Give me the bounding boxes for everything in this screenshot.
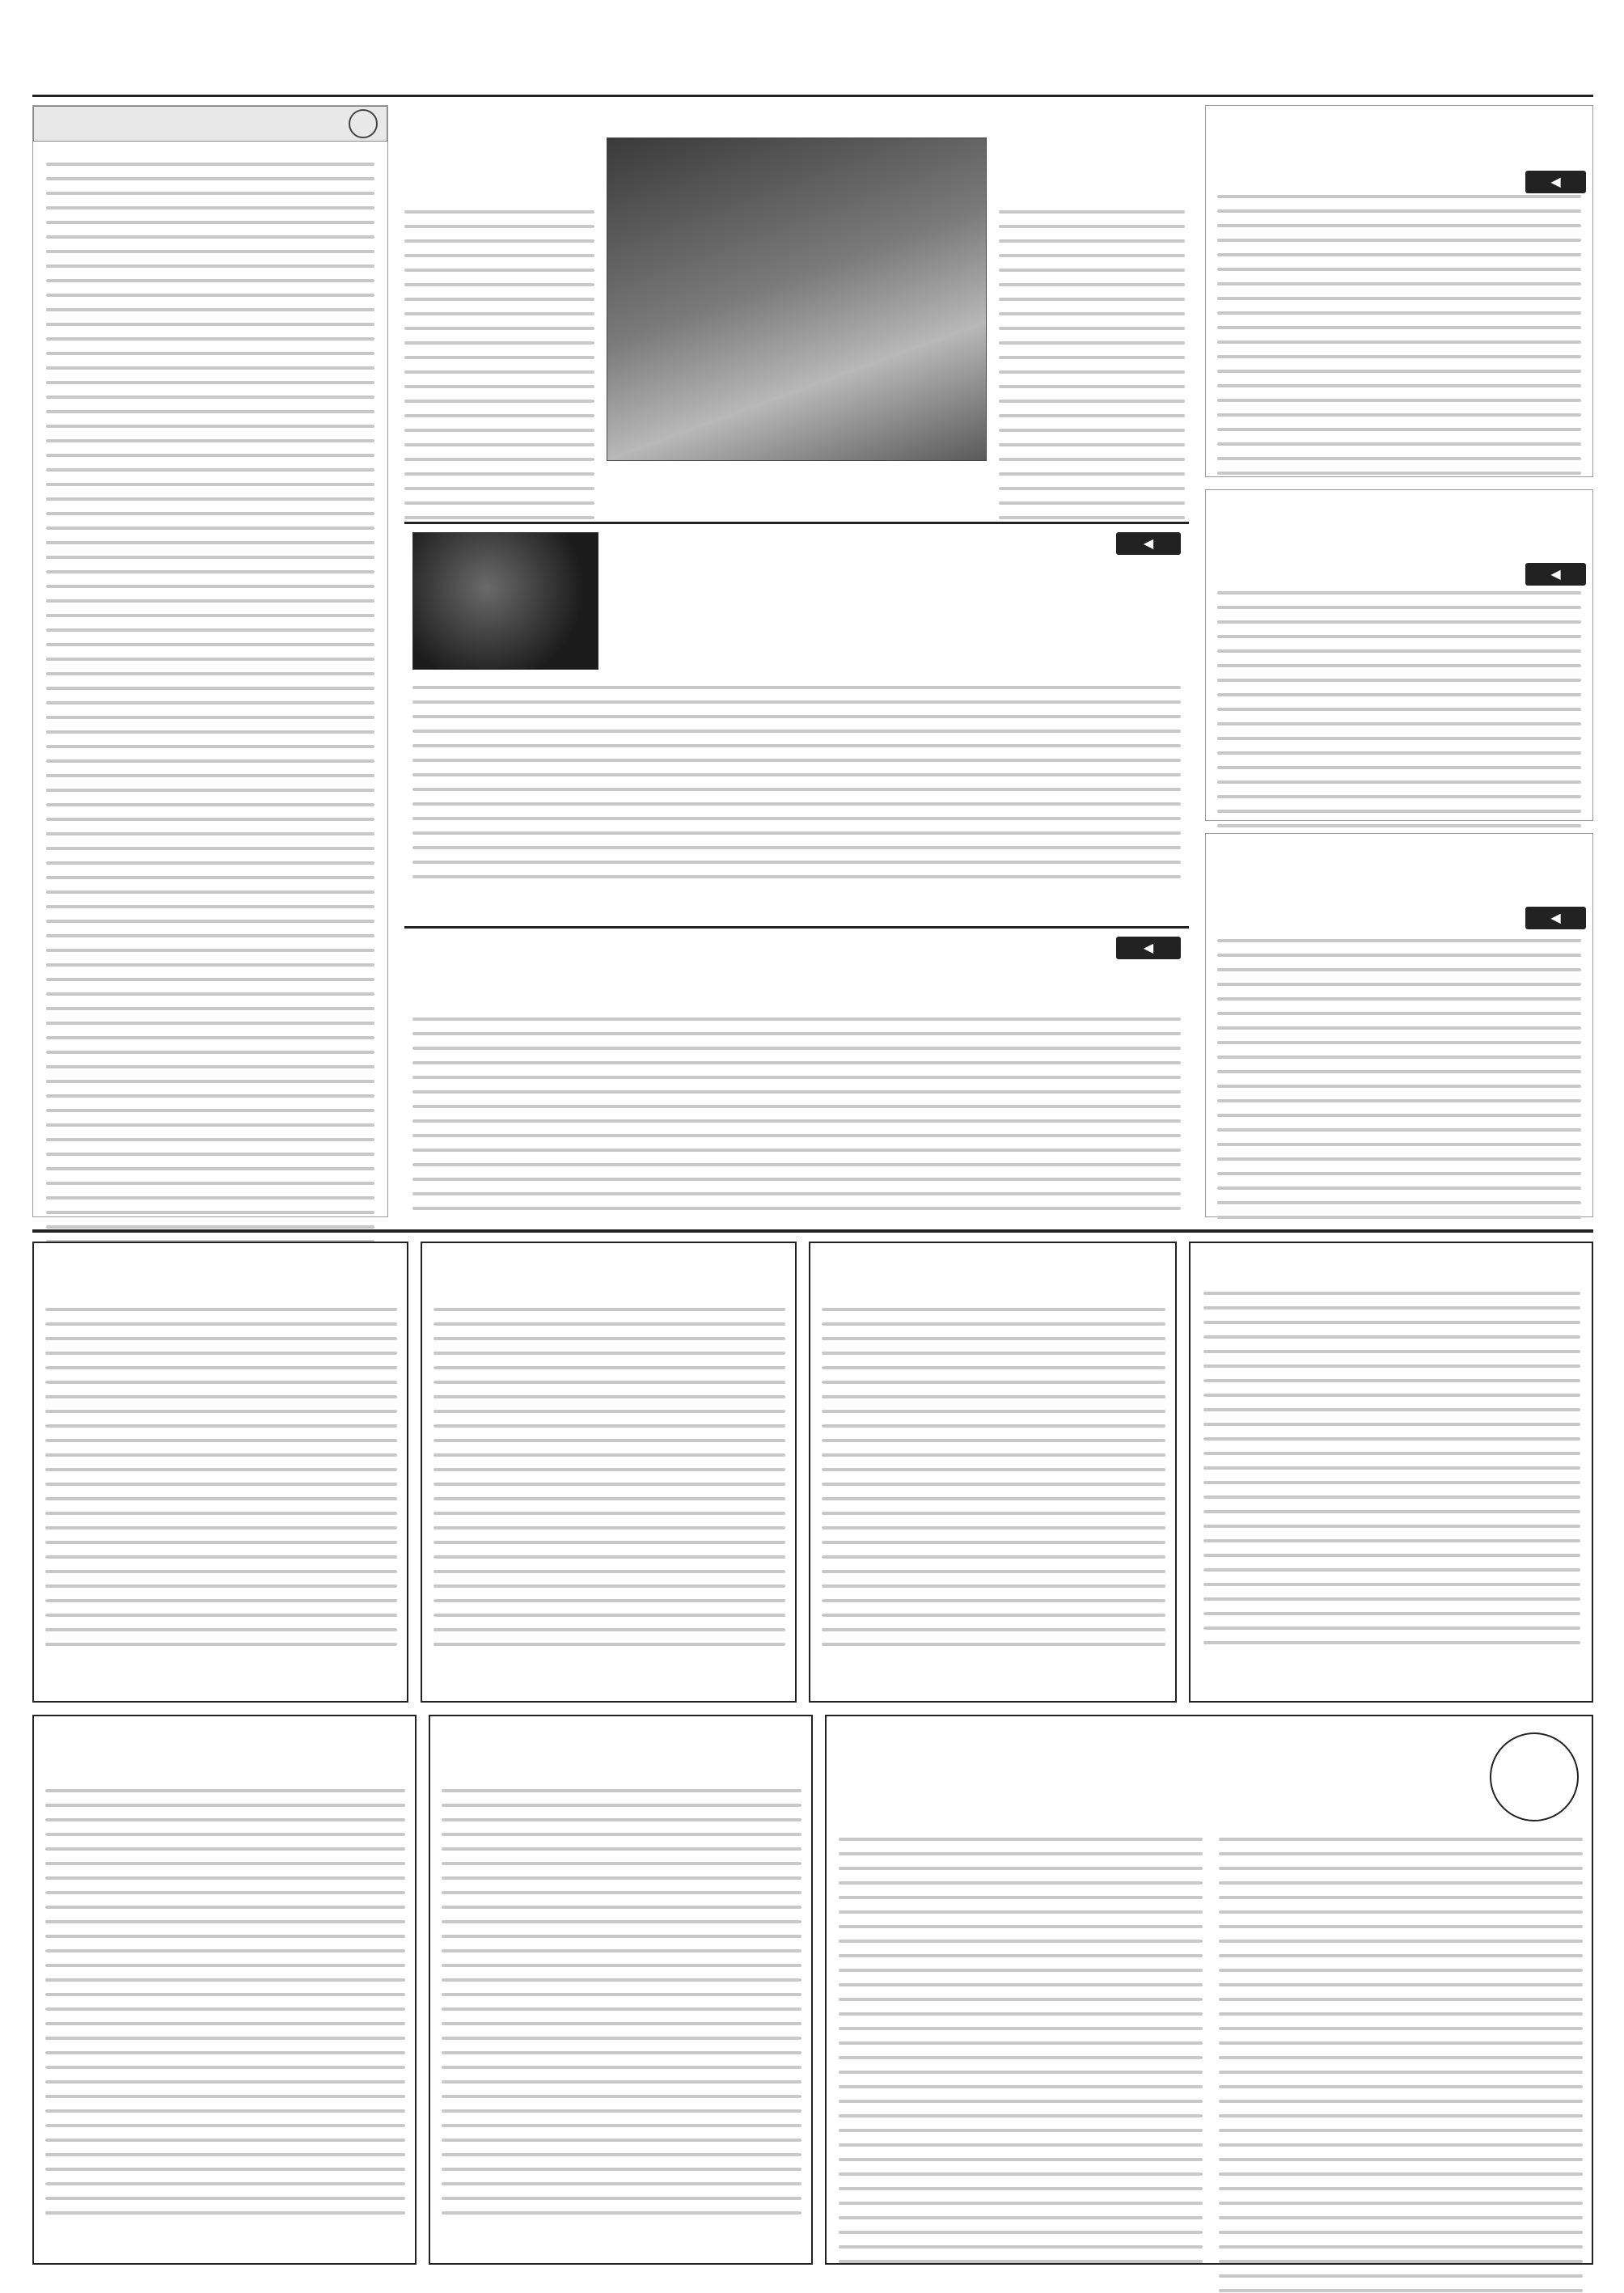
section-badge-west-asia-right: ◀ <box>1525 563 1586 586</box>
notice-bottom-1-body <box>442 1789 801 2226</box>
right-story-2 <box>1205 489 1593 821</box>
cyber-story <box>404 522 1189 918</box>
right-story-2-body <box>1217 591 1581 853</box>
hezbollah-story <box>404 926 1189 1217</box>
main-story-body-left <box>404 210 594 531</box>
right-story-3-body <box>1217 939 1581 1230</box>
section-badge-international: ◀ <box>1116 532 1181 555</box>
notice-top-4 <box>32 1242 408 1703</box>
main-story-photo <box>607 137 987 461</box>
notice-bottom-1 <box>429 1715 813 2265</box>
notice-top-3 <box>421 1242 797 1703</box>
briefs-title <box>33 106 387 142</box>
municipality-emblem-icon <box>1490 1732 1579 1821</box>
section-badge-international-right-2: ◀ <box>1525 907 1586 929</box>
page-header <box>32 40 1593 97</box>
briefs-column <box>32 105 388 1217</box>
cyber-story-photo <box>412 532 598 670</box>
auction-notice-body-right <box>1219 1838 1583 2293</box>
main-story <box>404 105 1189 510</box>
notice-top-2-body <box>822 1308 1165 1657</box>
notice-bottom-2 <box>32 1715 417 2265</box>
notice-top-3-body <box>433 1308 785 1657</box>
main-story-body-right <box>999 210 1185 531</box>
briefs-icon <box>349 109 378 138</box>
hezbollah-story-body <box>412 1017 1181 1221</box>
ads-divider <box>32 1229 1593 1233</box>
briefs-body <box>46 163 374 1254</box>
section-badge-international-right: ◀ <box>1525 171 1586 193</box>
right-story-1 <box>1205 105 1593 477</box>
right-story-1-body <box>1217 195 1581 486</box>
auction-notice-body-left <box>839 1838 1203 2274</box>
notice-top-2 <box>809 1242 1177 1703</box>
right-story-3 <box>1205 833 1593 1217</box>
notice-top-1 <box>1189 1242 1593 1703</box>
section-badge-west-asia: ◀ <box>1116 937 1181 959</box>
notice-top-1-body <box>1203 1292 1580 1656</box>
cyber-story-body <box>412 686 1181 890</box>
notice-top-4-body <box>45 1308 397 1657</box>
notice-bottom-2-body <box>45 1789 405 2226</box>
auction-notice <box>825 1715 1593 2265</box>
